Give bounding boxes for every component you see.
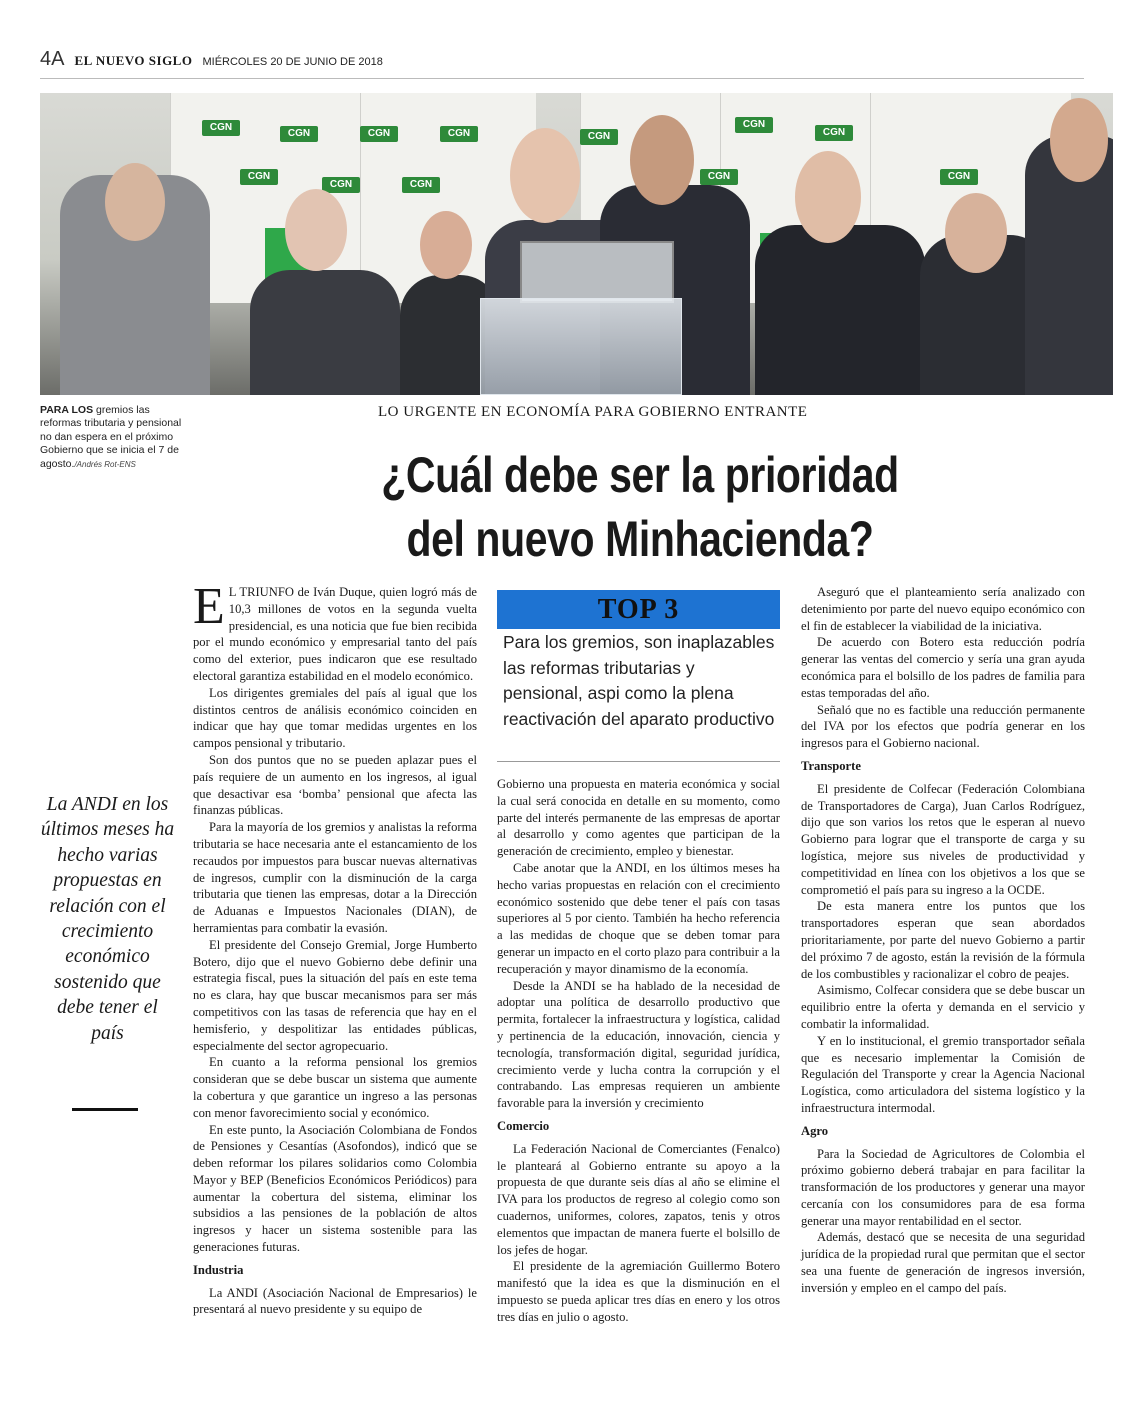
caption-lead: PARA LOS [40, 404, 94, 416]
paragraph: De acuerdo con Botero esta reducción podría generar las ventas del comercio y sería una gran ayuda económica para el bolsillo de los padres de familia para estas temporadas del año. [801, 635, 1085, 700]
paragraph: Gobierno una propuesta en materia económica y social la cual será conocida en detalle en su momento, como parte del interés permanente de las empresas de aportar al desarrollo y como agentes que participan de la generación de crecimiento, empleo y bienestar. [497, 777, 780, 859]
photo-caption [40, 404, 185, 471]
person-head [285, 189, 347, 271]
article-column-1 [193, 578, 477, 1318]
header-rule [40, 78, 1084, 79]
paragraph: Asimismo, Colfecar considera que se debe buscar un equilibrio entre la oferta y demanda en el servicio y combatir la informalidad. [801, 983, 1085, 1031]
headline [353, 443, 927, 571]
speaker-head [510, 128, 580, 223]
cgn-logo: CGN [240, 169, 278, 185]
cgn-logo: CGN [815, 125, 853, 141]
paragraph: En cuanto a la reforma pensional los gremios consideran que se debe buscar un sistema que aumente la cobertura y que garantice un ingreso a las personas con menor favorecimiento social y económico. [193, 1055, 477, 1120]
paragraph: Además, destacó que se necesita de una seguridad jurídica de la propiedad rural que permitan que el sector sea una fuente de generación de ingresos inversión, inversión y empleo en el campo del país. [801, 1230, 1085, 1295]
paragraph: El presidente de la agremiación Guillermo Botero manifestó que la idea es que la disminución en el impuesto se pueda aplicar tres días en enero y los otros tres días en julio o agosto. [497, 1259, 780, 1324]
article-column-2 [497, 776, 780, 1326]
paragraph: La Federación Nacional de Comerciantes (Fenalco) le planteará al Gobierno entrante su apoyo a la propuesta de que durante seis días al año se elimine el IVA para los productos de regreso al colegio como son cuadernos, uniformes, colores, zapatos, tenis y otros elementos que impactan de manera fuerte el bolsillo de los jefes de hogar. [497, 1141, 780, 1257]
cgn-logo: CGN [360, 126, 398, 142]
paragraph: Para la mayoría de los gremios y analistas la reforma tributaria se hace necesaria ante el estancamiento de los recaudos por impuestos para buscar nuevas alternativas de ingresos, cumplir con la disminución de la carga tributaria que tienen las empresas, dotar a la Dirección de Aduanas e Impuestos Nacionales (DIAN), de herramientas para combatir la evasión. [193, 820, 477, 935]
person-head [420, 211, 472, 279]
cgn-logo: CGN [440, 126, 478, 142]
cgn-logo: CGN [202, 120, 240, 136]
paragraph: En este punto, la Asociación Colombiana de Fondos de Pensiones y Cesantías (Asofondos), indicó que se deben reformar los pilares solidarios como Colombia Mayor y BEP (Beneficios Económicos Periódicos) para aumentar la cobertura del sistema, eliminar los subsidios a las pensiones de la población de altos ingresos y hacer un sistema sostenible para las generaciones futuras. [193, 1122, 477, 1255]
person-head [795, 151, 861, 243]
newspaper-name: EL NUEVO SIGLO [74, 53, 193, 68]
cgn-logo: CGN [940, 169, 978, 185]
article-column-3 [801, 584, 1085, 1297]
subheading-industria: Industria [193, 1262, 244, 1277]
paragraph: El presidente del Consejo Gremial, Jorge Humberto Botero, dijo que el nuevo Gobierno debe definir una estrategia fiscal, pues la situación del país en este tema no es clara, hay que buscar mecanismos para ser más competitivos con las tasas de referencia que hay en el hemisferio, y despolitizar las entidades públicas, especialmente del sector agropecuario. [193, 937, 477, 1053]
news-photo [40, 93, 1113, 395]
paragraph: L TRIUNFO de Iván Duque, quien logró más de 10,3 millones de votos en la segunda vuelta presidencial, es una noticia que fue bien recibida por el mundo económico y empresarial tanto del país como del exterior, pues indicaron que ese resultado electoral garantiza estabilidad en el modelo económico. [193, 585, 477, 683]
person-head [105, 163, 165, 241]
paragraph: Desde la ANDI se ha hablado de la necesidad de adoptar una política de desarrollo productivo que permita, fortalecer la infraestructura y logística, calidad y pertinencia de la educación, innovación, ciencia y tecnología, transformación digital, seguridad jurídica, crecimiento verde y lucha contra la corrupción y el contrabando. Las empresas requieren un ambiente favorable para la inversión y crecimiento [497, 978, 780, 1111]
page-header [40, 48, 383, 74]
person [755, 225, 925, 395]
kicker: LO URGENTE EN ECONOMÍA PARA GOBIERNO ENTRANTE [378, 404, 808, 420]
cgn-logo: CGN [402, 177, 440, 193]
paragraph: Aseguró que el planteamiento sería analizado con detenimiento por parte del nuevo equipo económico con el fin de establecer la viabilidad de la iniciativa. [801, 585, 1085, 633]
top3-title: TOP 3 [497, 590, 780, 629]
paragraph: La ANDI (Asociación Nacional de Empresarios) le presentará al nuevo presidente y su equipo de [193, 1285, 477, 1317]
headline-line-1: ¿Cuál debe ser la prioridad [381, 447, 899, 503]
pull-quote-rule [72, 1108, 138, 1111]
caption-text: gremios las reformas tributaria y pensional no dan espera en el próximo Gobierno que se inicia el 7 de agosto. [40, 404, 182, 470]
paragraph: El presidente de Colfecar (Federación Colombiana de Transportadores de Carga), Juan Carlos Rodríguez, dijo que son varios los retos que le esperan al nuevo Gobierno para lograr que el transporte de carga y su logística, mejore sus niveles de productividad y competitividad en línea con los objetivos a los que se comprometió el país para su ingreso a la OCDE. [801, 781, 1085, 897]
paragraph: Señaló que no es factible una reducción permanente del IVA por los efectos que podría generar en los ingresos para el Gobierno nacional. [801, 702, 1085, 751]
paragraph: Los dirigentes gremiales del país al igual que los distintos centros de análisis económico coinciden en indicar que hay que tomar medidas urgentes en los campos pensional y tributario. [193, 685, 477, 751]
paragraph: Son dos puntos que no se pueden aplazar pues el país requiere de un aumento en los ingresos, al igual que desactivar esa ‘bomba’ pensional que afecta las finanzas públicas. [193, 752, 477, 818]
cgn-logo: CGN [580, 129, 618, 145]
cgn-logo: CGN [280, 126, 318, 142]
headline-line-2: del nuevo Minhacienda? [406, 511, 874, 567]
top3-rule [497, 761, 780, 762]
cgn-logo: CGN [322, 177, 360, 193]
subheading-transporte: Transporte [801, 758, 861, 773]
glass-podium [480, 298, 682, 395]
paragraph: Cabe anotar que la ANDI, en los últimos meses ha hecho varias propuestas en relación con el crecimiento económico sostenido que debe tener el país con tasas superiores al 5 por ciento. También ha hecho referencia a las medidas de choque que se deben tomar para generar un impacto en el corto plazo para contribuir a la recuperación y mayor dinamismo de la economía. [497, 860, 780, 976]
photo-credit: /Andrés Rot-ENS [74, 459, 136, 469]
page-number: 4A [40, 48, 65, 70]
person-head [1050, 98, 1108, 182]
person [250, 270, 400, 395]
paragraph: De esta manera entre los puntos que los transportadores esperan que sean abordados prioritariamente, por parte del nuevo Gobierno a partir del próximo 7 de agosto, están la revisión de la fórmula de los combustibles y racionalizar el cobro de peajes. [801, 899, 1085, 981]
drop-cap: E [193, 578, 225, 635]
pull-quote: La ANDI en los últimos meses ha hecho varias propuestas en relación con el crecimiento económico sostenido que debe tener el país [40, 794, 175, 1044]
person-head [630, 115, 694, 205]
cgn-logo: CGN [700, 169, 738, 185]
cgn-logo: CGN [735, 117, 773, 133]
person-head [945, 193, 1007, 273]
top3-text: Para los gremios, son inaplazables las reformas tributarias y pensional, aspi como la plena reactivación del aparato productivo [503, 632, 775, 729]
publication-date: MIÉRCOLES 20 DE JUNIO DE 2018 [202, 56, 383, 68]
subheading-comercio: Comercio [497, 1118, 550, 1133]
laptop [520, 241, 674, 303]
paragraph: Y en lo institucional, el gremio transportador señala que es necesario implementar la Comisión de Regulación del Transporte y crear la Agencia Nacional Logística, como articuladora del sistema logístico y la infraestructura intermodal. [801, 1033, 1085, 1115]
paragraph: Para la Sociedad de Agricultores de Colombia el próximo gobierno deberá trabajar en para facilitar la transformación de los productores y generar una mayor cercanía con los consumidores para de esa forma generar una mayor rentabilidad en el sector. [801, 1146, 1085, 1228]
subheading-agro: Agro [801, 1123, 829, 1138]
